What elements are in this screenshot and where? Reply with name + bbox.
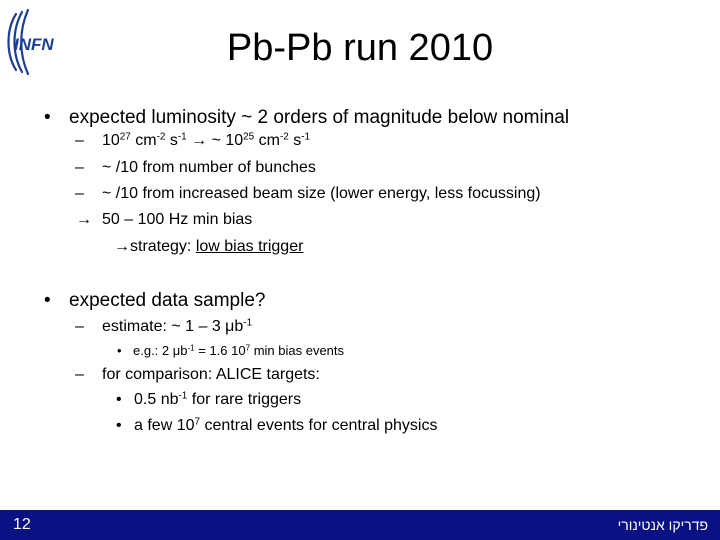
- sub-luminosity-values: $10^{27}$ $cm^{-2}$ $s^{-1}$ → ~ $10^{25}$ $cm^{-2}$ $s^{-1}$: [102, 131, 311, 149]
- bullet-marker: •: [116, 391, 122, 408]
- bullet-marker: •: [116, 417, 122, 434]
- page-number: 12: [13, 516, 31, 533]
- dash-marker: –: [75, 132, 84, 149]
- sub-min-bias-rate: 50 – 100 Hz min bias: [102, 211, 253, 228]
- dash-marker: –: [75, 159, 84, 176]
- sub-bunches: ~ /10 from number of bunches: [102, 159, 316, 176]
- dash-marker: –: [75, 318, 84, 335]
- dash-marker: –: [75, 366, 84, 383]
- bullet-luminosity: expected luminosity ~ 2 orders of magnitude below nominal: [69, 107, 570, 128]
- sub-beam-size: ~ /10 from increased beam size (lower energy, less focussing): [102, 185, 541, 202]
- sub-example: e.g.: 2 $\mu b^{-1} = 1.6$ $10^7$ min bias events: [133, 343, 345, 358]
- dash-marker: –: [75, 185, 84, 202]
- sub-estimate: estimate: ~ 1 – 3 $\mu b^{-1}$: [102, 317, 253, 335]
- sub-comparison: for comparison: ALICE targets:: [102, 366, 320, 383]
- bullet-data-sample: expected data sample?: [69, 290, 266, 311]
- slide-title: Pb-Pb run 2010: [226, 27, 494, 69]
- sub-strategy: →strategy: low bias trigger: [114, 238, 304, 255]
- logo-text: INFN: [14, 35, 54, 54]
- bullet-marker: •: [44, 290, 51, 311]
- bullet-marker: •: [44, 107, 51, 128]
- sub-central-events: a few $10^7$ central events for central physics: [134, 416, 438, 434]
- arrow-marker: →: [76, 211, 92, 228]
- sub-rare-triggers: 0.5 $nb^{-1}$ for rare triggers: [134, 390, 302, 408]
- footer-author: פדריקו אנטינורי: [617, 517, 708, 533]
- bullet-marker: •: [117, 343, 122, 358]
- footer-bar: [0, 510, 720, 540]
